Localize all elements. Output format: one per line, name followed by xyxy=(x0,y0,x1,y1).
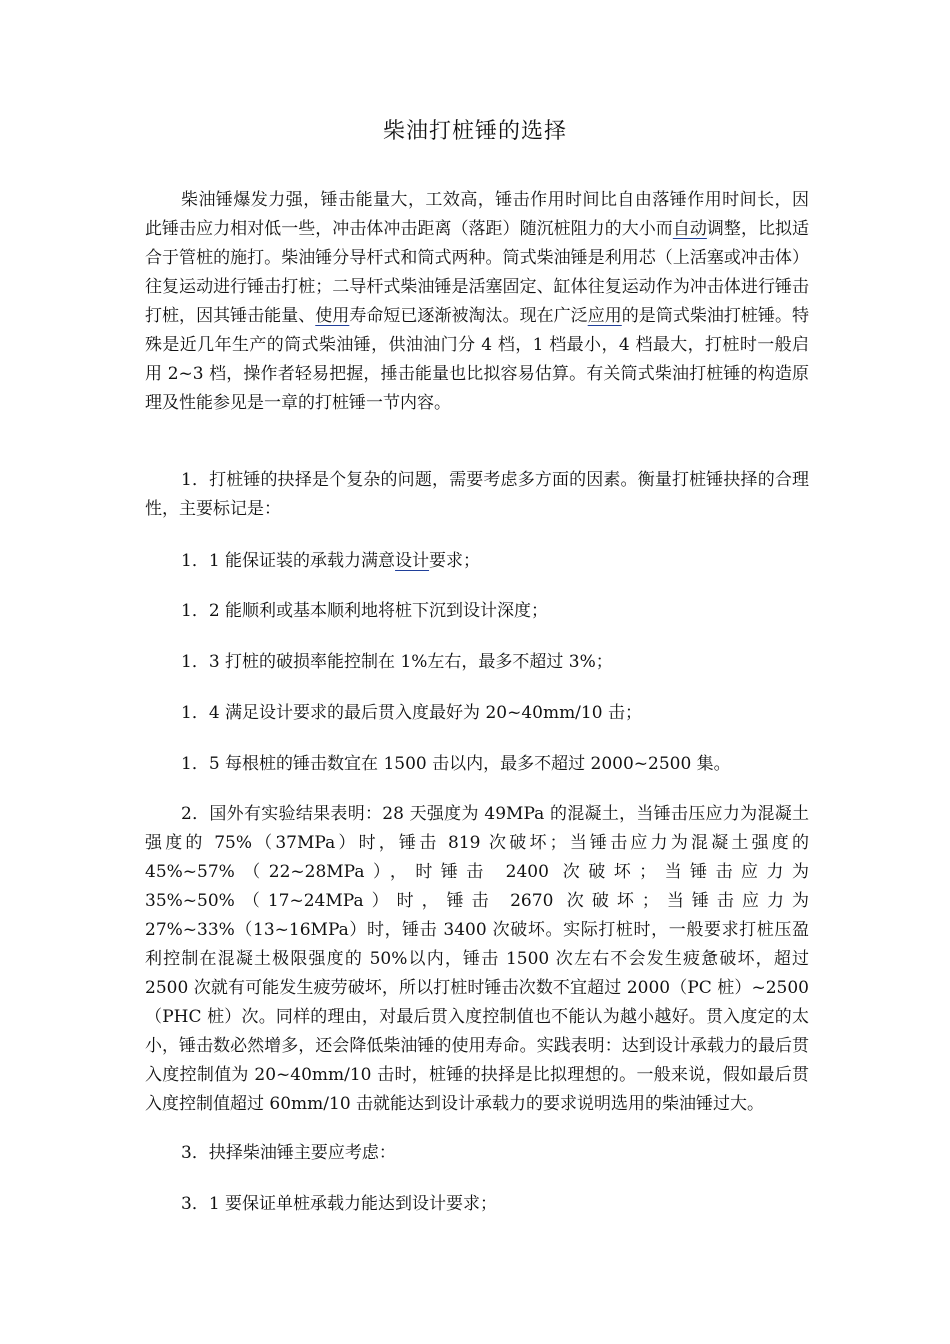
link-sheji[interactable]: 设计 xyxy=(395,551,430,571)
intro-text-4: 的是筒式柴油打桩锤。特殊是近几年生产的筒式柴油锤，供油油门分 4 档，1 档最小，4 档最大，打桩时一般启用 2~3 档，操作者轻易把握，捶击能量也比拟容易估算。有关筒式柴油打桩锤的构造原理及性能参见是一章的打桩锤一节内容。 xyxy=(145,306,810,413)
intro-paragraph xyxy=(145,186,809,418)
list-item-1-1 xyxy=(181,547,809,576)
intro-text-3: 寿命短已逐渐被淘汰。现在广泛 xyxy=(349,306,588,326)
intro-text-1: 柴油锤爆发力强，锤击能量大，工效高，锤击作用时间比自由落锤作用时间长，因此锤击应力相对低一些，冲击体冲击距离（落距）随沉桩阻力的大小而 xyxy=(145,190,809,239)
link-yingyong[interactable]: 应用 xyxy=(587,306,622,326)
list-item-1-5: 1．5 每根桩的锤击数宜在 1500 击以内，最多不超过 2000~2500 集。 xyxy=(181,754,731,774)
list-item-1-4: 1．4 满足设计要求的最后贯入度最好为 20~40mm/10 击； xyxy=(181,703,642,723)
intro-text-2: 调整，比拟适合于管桩的施打。柴油锤分导杆式和筒式两种。筒式柴油锤是利用芯（上活塞或冲击体）往复运动进行锤击打桩；二导杆式柴油锤是活塞固定、缸体往复运动作为冲击体进行锤击打桩，因其锤击能量、 xyxy=(145,219,810,326)
section-2-paragraph: 2．国外有实验结果表明：28 天强度为 49MPa 的混凝土，当锤击压应力为混凝土强度的 75%（37MPa）时，锤击 819 次破坏；当锤击应力为混凝土强度的 45%~57%（22~28MPa），时锤击 2400 次破坏；当锤击应力为 35%~50%（17~24MPa）时，锤击 2670 次破坏；当锤击应力为 27%~33%（13~16MPa）时，锤击 3400 次破坏。实际打桩时，一般要求打桩压盈利控制在混凝土极限强度的 50%以内，锤击 1500 次左右不会发生疲惫破坏，超过 2500 次就有可能发生疲劳破坏，所以打桩时锤击次数不宜超过 2000（PC 桩）~2500（PHC 桩）次。同样的理由，对最后贯入度控制值也不能认为越小越好。贯入度定的太小，锤击数必然增多，还会降低柴油锤的使用寿命。实践表明：达到设计承载力的最后贯入度控制值为 20~40mm/10 击时，桩锤的抉择是比拟理想的。一般来说，假如最后贯入度控制值超过 60mm/10 击就能达到设计承载力的要求说明选用的柴油锤过大。 xyxy=(145,804,809,1114)
item-1-1-text-pre: 1．1 能保证装的承载力满意 xyxy=(181,551,396,571)
section-1-heading: 1．打桩锤的抉择是个复杂的问题，需要考虑多方面的因素。衡量打桩锤抉择的合理性，主要标记是： xyxy=(145,470,809,519)
item-1-1-text-post: 要求； xyxy=(429,551,481,571)
link-shiyong[interactable]: 使用 xyxy=(315,306,350,326)
link-zidong[interactable]: 自动 xyxy=(672,219,707,239)
list-item-1-3: 1．3 打桩的破损率能控制在 1%左右，最多不超过 3%； xyxy=(181,652,613,672)
section-3-heading: 3．抉择柴油锤主要应考虑： xyxy=(181,1143,396,1163)
list-item-3-1: 3．1 要保证单桩承载力能达到设计要求； xyxy=(181,1194,498,1214)
page-title: 柴油打桩锤的选择 xyxy=(382,119,567,144)
list-item-1-2: 1．2 能顺利或基本顺利地将桩下沉到设计深度； xyxy=(181,601,549,621)
